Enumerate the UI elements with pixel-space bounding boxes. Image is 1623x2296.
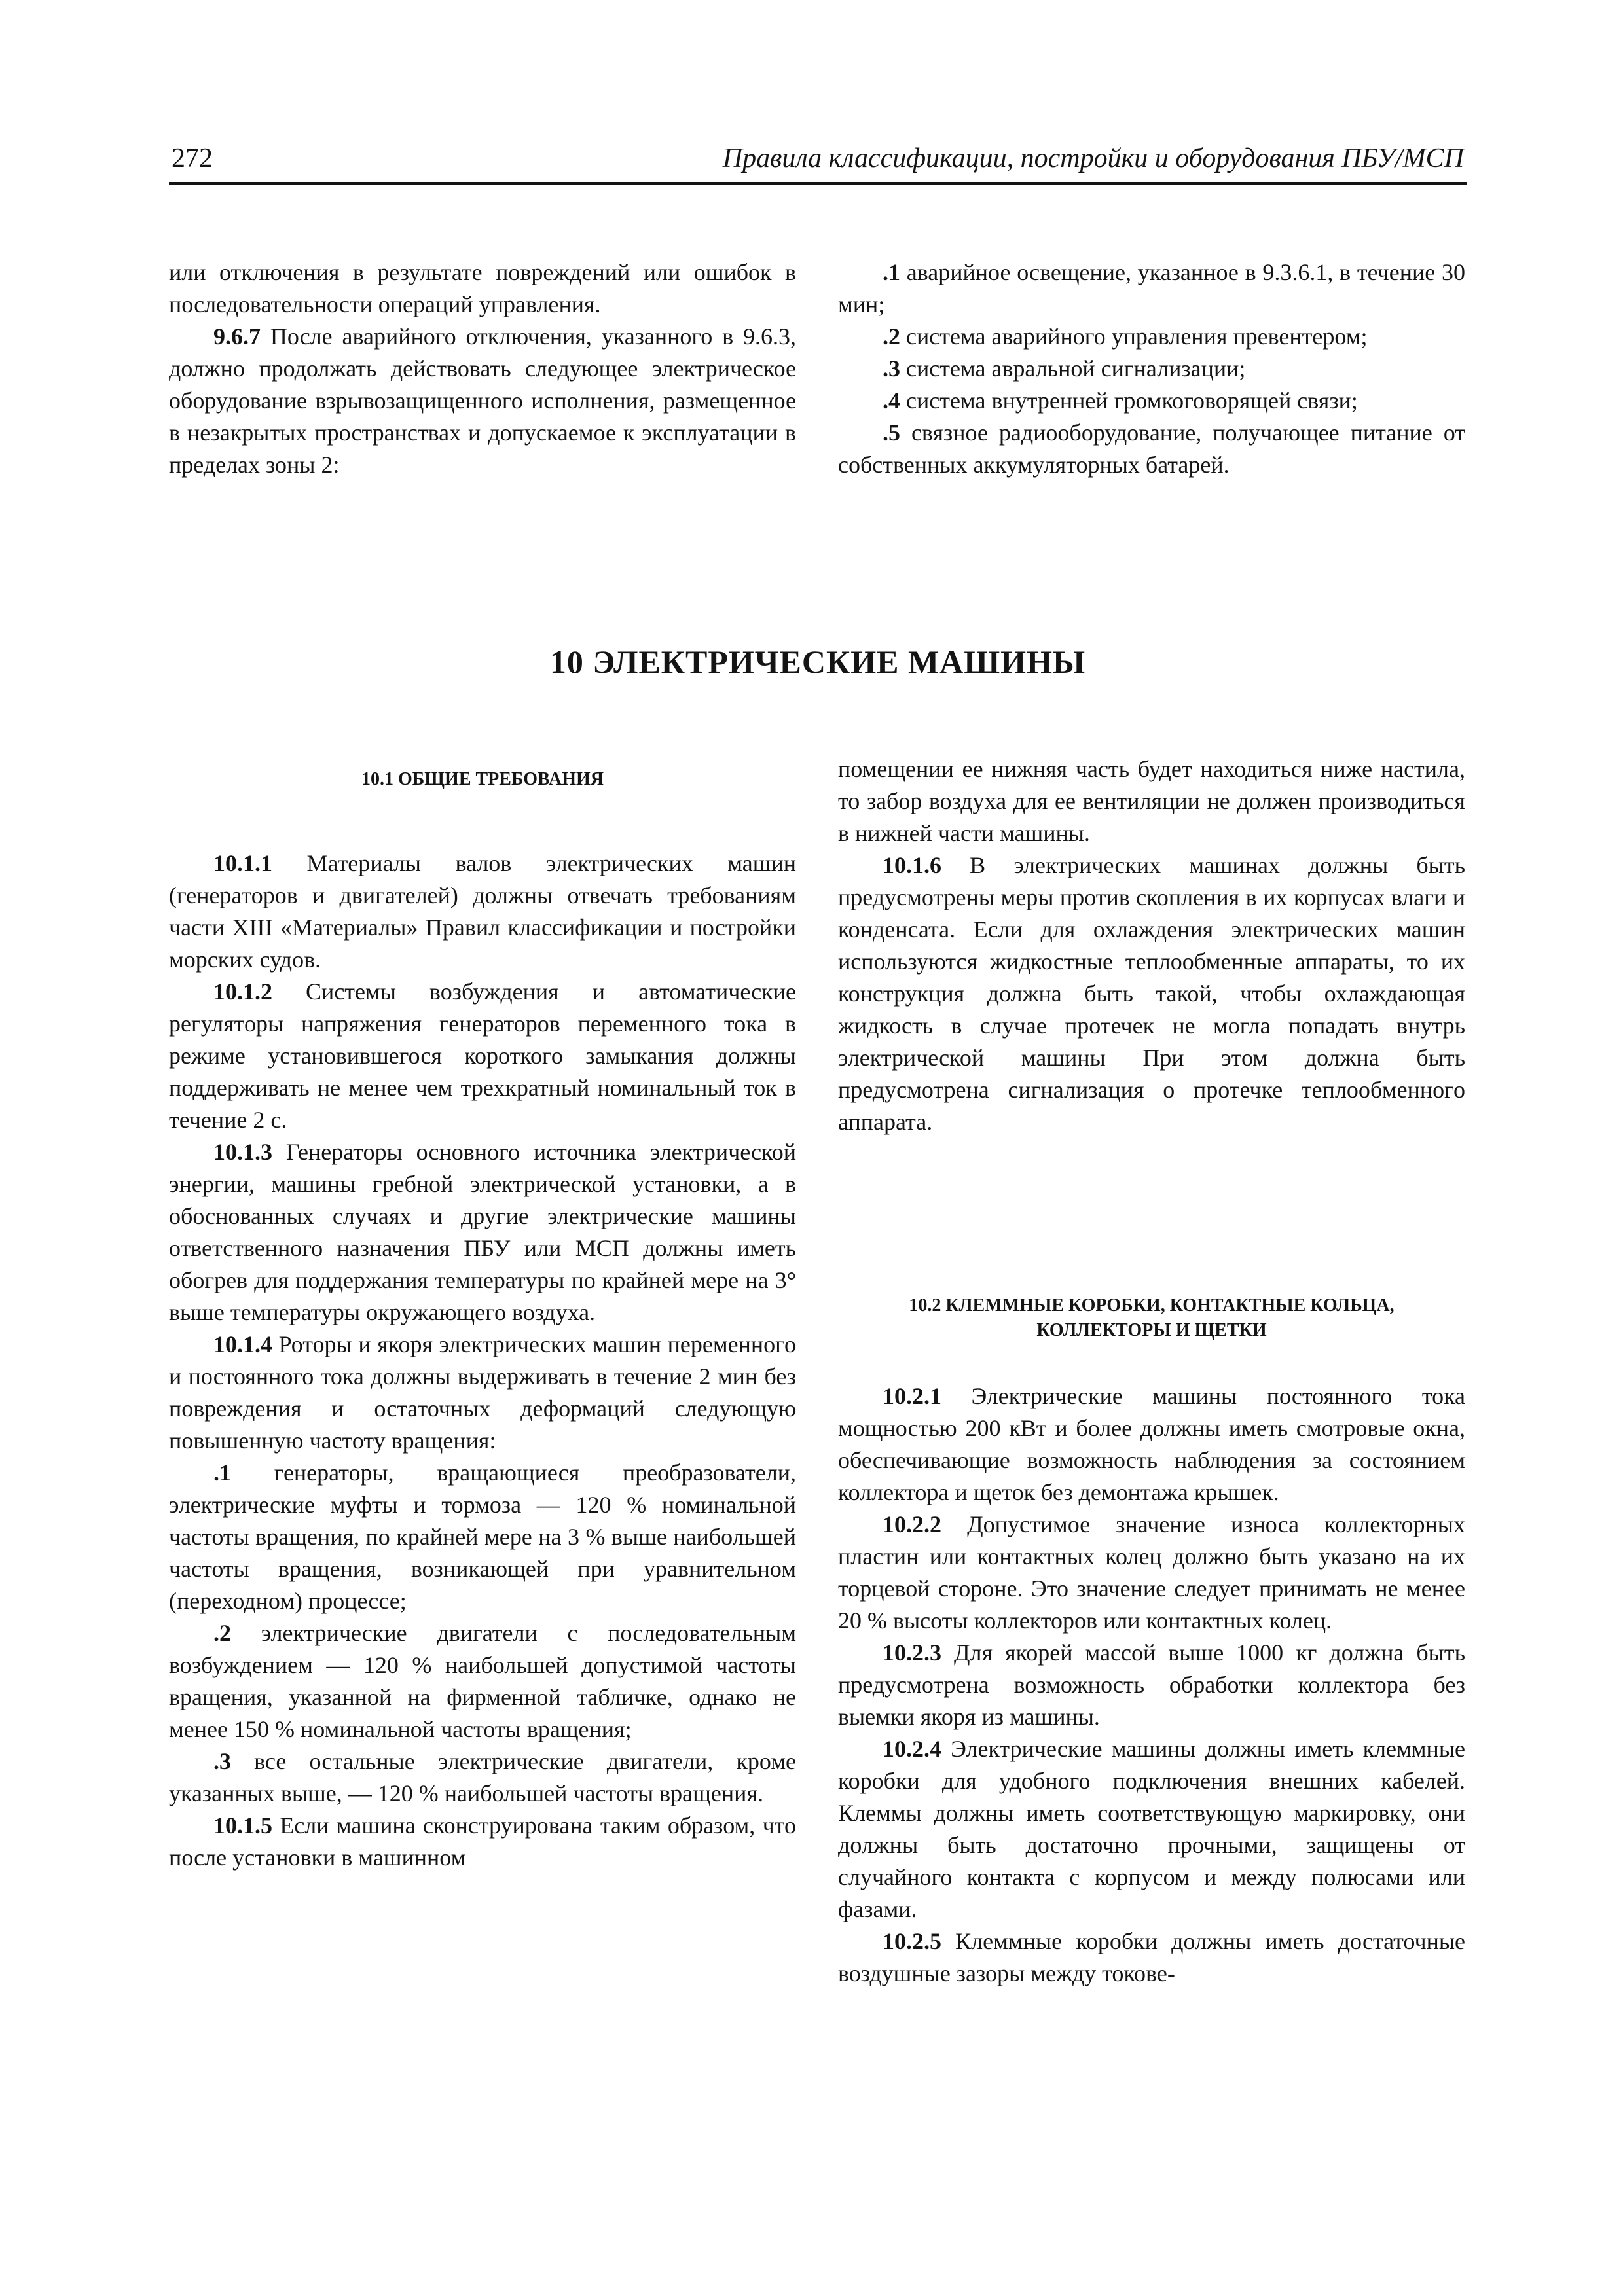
paragraph-10-1-6: 10.1.6 В электрических машинах должны быть предусмотрены меры против скопления в их корпусах влаги и конденсата. Если для охлаждения электрических машин используются жидкостные теплообменные аппараты, то их конструкция должна быть такой, чтобы охлаждающая жидкость в случае протечек не могла попадать внутрь электрической машины При этом должна быть предусмотрена сигнализация о протечке теплообменного аппарата.: [838, 852, 1465, 1135]
section-10-2-body: [838, 1380, 1465, 1990]
list-item: .4 система внутренней громкоговорящей связи;: [883, 387, 1358, 414]
paragraph-10-2-1: 10.2.1 Электрические машины постоянного тока мощностью 200 кВт и более должны иметь смотровые окна, обеспечивающие возможность наблюдения за состоянием коллектора и щеток без демонтажа крышек.: [838, 1383, 1465, 1505]
paragraph-continuation: помещении ее нижняя часть будет находиться ниже настила, то забор воздуха для ее вентиляции не должен производиться в нижней части машины.: [838, 756, 1465, 846]
running-title: Правила классификации, постройки и оборудования ПБУ/МСП: [722, 143, 1464, 173]
main-left-column: [169, 848, 796, 1874]
clause-number: 9.6.7: [213, 323, 261, 350]
list-item: .2 система аварийного управления превентером;: [883, 323, 1368, 350]
chapter-title: 10 ЭЛЕКТРИЧЕСКИЕ МАШИНЫ: [549, 643, 1086, 680]
list-item: .5 связное радиооборудование, получающее питание от собственных аккумуляторных батарей.: [838, 420, 1465, 478]
section-title-10-2: 10.2 КЛЕММНЫЕ КОРОБКИ, КОНТАКТНЫЕ КОЛЬЦА, КОЛЛЕКТОРЫ И ЩЕТКИ: [909, 1295, 1395, 1340]
paragraph-10-2-5: 10.2.5 Клеммные коробки должны иметь достаточные воздушные зазоры между токове-: [838, 1928, 1465, 1986]
list-item: .3 система авральной сигнализации;: [883, 355, 1246, 382]
section-title-10-1: 10.1 ОБЩИЕ ТРЕБОВАНИЯ: [361, 769, 604, 789]
paragraph: или отключения в результате повреждений или ошибок в последовательности операций управления.: [169, 259, 796, 317]
paragraph-10-2-4: 10.2.4 Электрические машины должны иметь клеммные коробки для удобного подключения внешних кабелей. Клеммы должны иметь соответствующую маркировку, они должны быть достаточно прочными, защищены от случайного контакта с корпусом и между полюсами или фазами.: [838, 1736, 1465, 1922]
list-item: .3 все остальные электрические двигатели, кроме указанных выше, — 120 % наибольшей частоты вращения.: [169, 1748, 796, 1806]
page-header: [169, 139, 1467, 185]
paragraph-10-1-3: 10.1.3 Генераторы основного источника электрической энергии, машины гребной электрической установки, а в обоснованных случаях и другие электрические машины ответственного назначения ПБУ или МСП должны иметь обогрев для поддержания температуры по крайней мере на 3° выше температуры окружающего воздуха.: [169, 1139, 796, 1325]
list-item: .1 аварийное освещение, указанное в 9.3.6.1, в течение 30 мин;: [838, 259, 1465, 317]
list-item: .2 электрические двигатели с последовательным возбуждением — 120 % наибольшей допустимой частоты вращения, указанной на фирменной табличке, однако не менее 150 % номинальной частоты вращения;: [169, 1620, 796, 1742]
top-left-column: [169, 257, 796, 481]
paragraph-10-1-2: 10.1.2 Системы возбуждения и автоматические регуляторы напряжения генераторов переменного тока в режиме установившегося короткого замыкания должны поддерживать не менее чем трехкратный номинальный ток в течение 2 с.: [169, 978, 796, 1133]
paragraph-10-1-4: 10.1.4 Роторы и якоря электрических машин переменного и постоянного тока должны выдерживать в течение 2 мин без повреждения и остаточных деформаций следующую повышенную частоту вращения:: [169, 1331, 796, 1454]
paragraph-10-2-2: 10.2.2 Допустимое значение износа коллекторных пластин или контактных колец должно быть указано на их торцевой стороне. Это значение следует принимать не менее 20 % высоты коллекторов или контактных колец.: [838, 1511, 1465, 1634]
paragraph-10-2-3: 10.2.3 Для якорей массой выше 1000 кг должна быть предусмотрена возможность обработки коллектора без выемки якоря из машины.: [838, 1640, 1465, 1730]
paragraph-10-1-1: 10.1.1 Материалы валов электрических машин (генераторов и двигателей) должны отвечать требованиям части XIII «Материалы» Правил классификации и постройки морских судов.: [169, 850, 796, 973]
main-right-column: [838, 753, 1465, 1138]
page-number: 272: [172, 143, 213, 173]
list-item: .1 генераторы, вращающиеся преобразователи, электрические муфты и тормоза — 120 % номинальной частоты вращения, по крайней мере на 3 % выше наибольшей частоты вращения, возникающей при уравнительном (переходном) процессе;: [169, 1460, 796, 1614]
paragraph-10-1-5: 10.1.5 Если машина сконструирована таким образом, что после установки в машинном: [169, 1812, 796, 1871]
paragraph-9-6-7: 9.6.7 После аварийного отключения, указанного в 9.6.3, должно продолжать действовать следующее электрическое оборудование взрывозащищенного исполнения, размещенное в незакрытых пространствах и допускаемое к эксплуатации в пределах зоны 2:: [169, 323, 796, 478]
top-right-column: [838, 257, 1465, 481]
